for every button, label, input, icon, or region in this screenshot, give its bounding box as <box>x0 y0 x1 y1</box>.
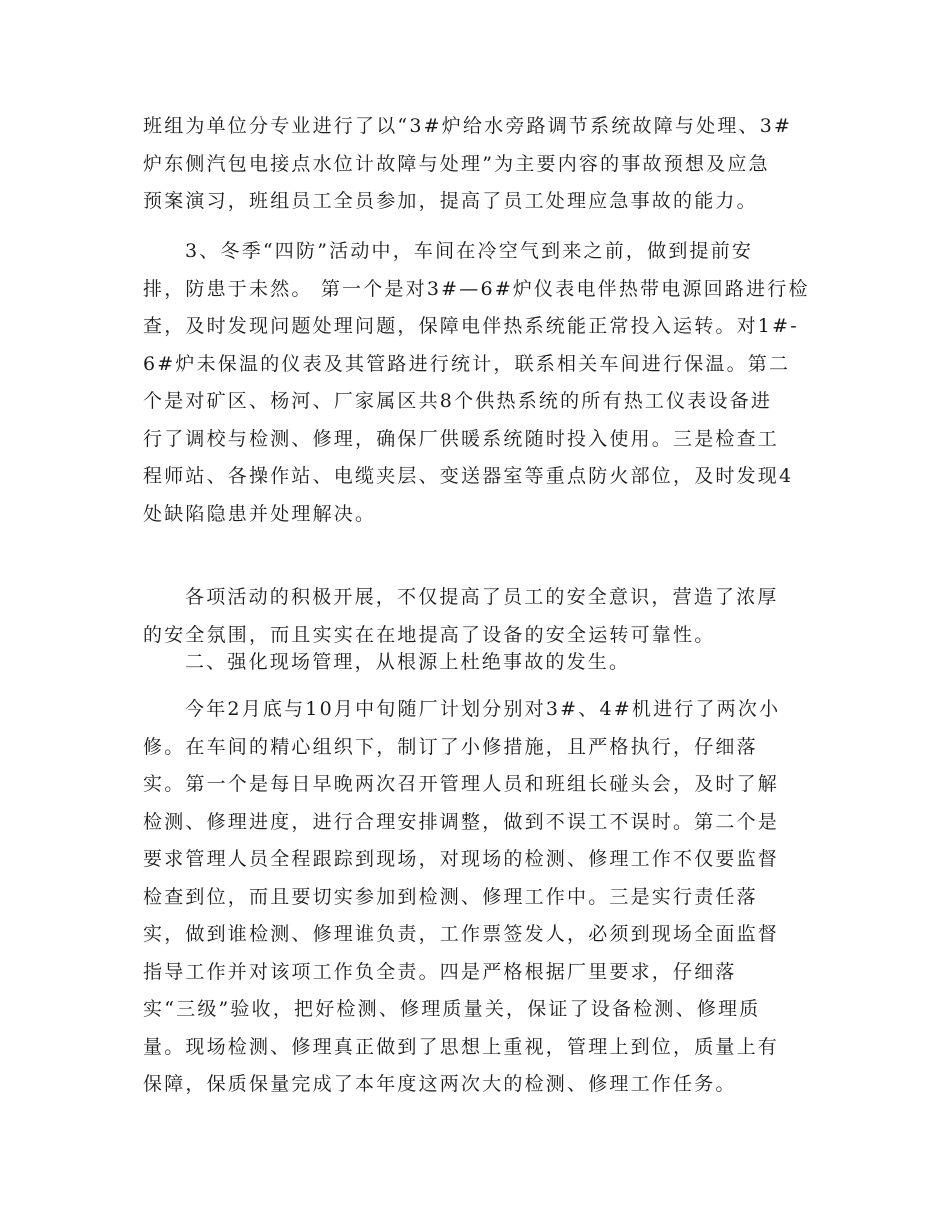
text-line: 实。第一个是每日早晚两次召开管理人员和班组长碰头会，及时了解 <box>143 773 780 795</box>
text-line: 的安全氛围，而且实实在在地提高了设备的安全运转可靠性。 <box>143 623 716 646</box>
text-line: 量。现场检测、修理真正做到了思想上重视，管理上到位，质量上有 <box>143 1035 780 1058</box>
text-line: 炉东侧汽包电接点水位计故障与处理”为主要内容的事故预想及应急 <box>143 152 770 175</box>
text-line: 班组为单位分专业进行了以“3#炉给水旁路调节系统故障与处理、3# <box>143 115 793 137</box>
text-line: 6#炉未保温的仪表及其管路进行统计，联系相关车间进行保温。第二 <box>143 352 791 375</box>
text-line: 要求管理人员全程跟踪到现场，对现场的检测、修理工作不仅要监督 <box>143 848 780 870</box>
paragraph-minor-overhaul <box>143 691 813 1104</box>
text-line: 实“三级”验收，把好检测、修理质量关，保证了设备检测、修理质 <box>143 998 761 1020</box>
paragraph-activities-result <box>143 579 813 654</box>
paragraph-drill-summary <box>143 108 813 221</box>
text-line: 检测、修理进度，进行合理安排调整，做到不误工不误时。第二个是 <box>143 810 780 833</box>
text-line: 检查到位，而且要切实参加到检测、修理工作中。三是实行责任落 <box>143 885 758 908</box>
paragraph-winter-four-prevention <box>143 233 813 533</box>
text-line: 3、冬季“四防”活动中，车间在冷空气到来之前，做到提前安 <box>185 240 754 262</box>
text-line: 保障，保质保量完成了本年度这两次大的检测、修理工作任务。 <box>143 1073 737 1095</box>
text-line: 程师站、各操作站、电缆夹层、变送器室等重点防火部位，及时发现4 <box>143 465 794 487</box>
text-line: 行了调校与检测、修理，确保厂供暖系统随时投入使用。三是检查工 <box>143 427 780 450</box>
text-line: 处缺陷隐患并处理解决。 <box>143 502 377 525</box>
text-line: 个是对矿区、杨河、厂家属区共8个供热系统的所有热工仪表设备进 <box>143 390 773 412</box>
text-line: 修。在车间的精心组织下，制订了小修措施，且严格执行，仔细落 <box>143 735 758 758</box>
text-line: 二、强化现场管理，从根源上杜绝事故的发生。 <box>185 651 631 673</box>
section-heading-site-management <box>143 644 813 682</box>
text-line: 实，做到谁检测、修理谁负责，工作票签发人，必须到现场全面监督 <box>143 923 780 945</box>
text-line: 查，及时发现问题处理问题，保障电伴热系统能正常投入运转。对1#- <box>143 315 799 337</box>
text-line: 预案演习，班组员工全员参加，提高了员工处理应急事故的能力。 <box>143 190 758 212</box>
text-line: 各项活动的积极开展，不仅提高了员工的安全意识，营造了浓厚 <box>185 586 779 608</box>
text-line: 指导工作并对该项工作负全责。四是严格根据厂里要求，仔细落 <box>143 960 737 983</box>
text-line: 今年2月底与10月中旬随厂计划分别对3#、4#机进行了两次小 <box>185 698 781 720</box>
text-line: 排，防患于未然。 第一个是对3#—6#炉仪表电伴热带电源回路进行检 <box>143 277 810 300</box>
